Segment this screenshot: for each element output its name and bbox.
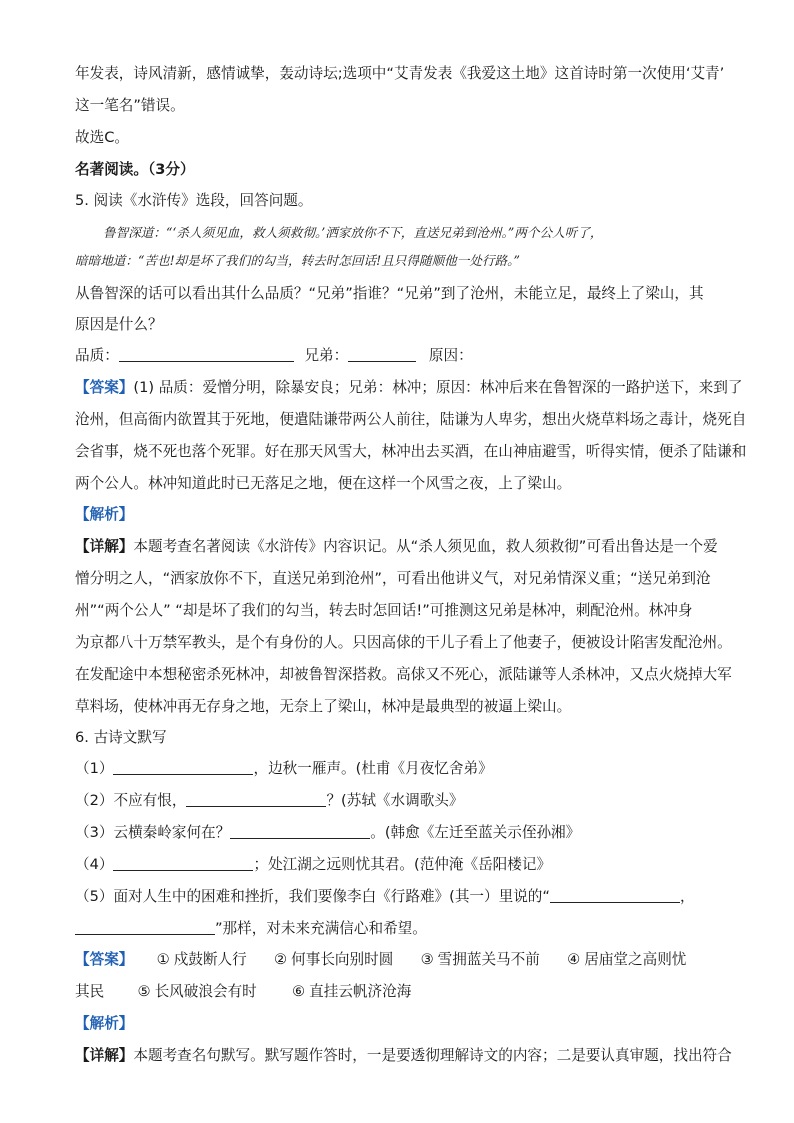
brother-blank[interactable] (348, 347, 416, 362)
q6-item-2 (75, 791, 464, 810)
item-text: ？(苏轼《水调歌头》 (326, 792, 464, 809)
answer-text: (1) 品质：爱憎分明，除暴安良；兄弟：林冲；原因：林冲后来在鲁智深的一路护送下，来到了 (133, 379, 743, 396)
item-number: （4） (75, 856, 114, 873)
prev-answer-line-2: 这一笔名”错误。 (75, 97, 185, 114)
blank-3[interactable] (230, 824, 370, 839)
q6-answer-line-1 (75, 950, 686, 969)
q6-item-4 (75, 855, 551, 874)
blank-2[interactable] (186, 792, 326, 807)
q5-detail-line-2: 憎分明之人，“洒家放你不下，直送兄弟到沧州”，可看出他讲义气，对兄弟情深义重；“送兄弟到沧 (75, 570, 711, 587)
detail-text: 本题考查名句默写。默写题作答时，一是要透彻理解诗文的内容；二是要认真审题，找出符合 (133, 1047, 732, 1064)
q5-answer-line-1 (75, 378, 742, 397)
q6-detail-line-1 (75, 1046, 732, 1065)
answer-item: 其民 (75, 983, 105, 1000)
label-reason: 原因： (428, 347, 473, 364)
q6-item-3 (75, 823, 580, 842)
q5-detail-line-5: 在发配途中本想秘密杀死林冲，却被鲁智深搭救。高俅又不死心，派陆谦等人杀林冲，又点火烧掉大军 (75, 666, 732, 683)
circled-number: ③ (420, 951, 434, 968)
detail-tag: 【详解】 (75, 538, 134, 555)
prev-conclusion: 故选C。 (75, 129, 129, 146)
q5-analysis-tag: 【解析】 (75, 506, 134, 523)
blank-5a[interactable] (550, 888, 680, 903)
answer-item: 长风破浪会有时 (154, 983, 257, 1000)
blank-5b[interactable] (75, 920, 215, 935)
q5-stem: 5. 阅读《水浒传》选段，回答问题。 (75, 192, 313, 209)
q5-question-line-2: 原因是什么？ (75, 316, 163, 333)
label-brother: 兄弟： (304, 347, 349, 364)
answer-item: 何事长向别时圆 (291, 951, 394, 968)
item-text: ，边秋一雁声。(杜甫《月夜忆舍弟》 (253, 760, 493, 777)
section-title: 名著阅读。（3分） (75, 161, 195, 178)
blank-1[interactable] (113, 760, 253, 775)
q6-stem: 6. 古诗文默写 (75, 729, 167, 746)
circled-number: ② (274, 951, 288, 968)
answer-tag: 【答案】 (75, 379, 134, 396)
q6-item-1 (75, 759, 493, 778)
item-text: （5）面对人生中的困难和挫折，我们要像李白《行路难》(其一）里说的“ (75, 888, 550, 905)
q5-detail-line-6: 草料场，使林冲再无存身之地，无奈上了梁山，林冲是最典型的被逼上梁山。 (75, 698, 572, 715)
item-text: ”那样，对未来充满信心和希望。 (215, 920, 427, 937)
q5-detail-line-4: 为京都八十万禁军教头，是个有身份的人。只因高俅的干儿子看上了他妻子，便被设计陷害发配沧州。 (75, 634, 732, 651)
q5-quote-line-2: 暗暗地道：“苦也!却是坏了我们的勾当，转去时怎回话!且只得随顺他一处行路。” (75, 253, 520, 268)
q6-analysis-tag: 【解析】 (75, 1015, 134, 1032)
item-number: （3）云横秦岭家何在？ (75, 824, 231, 841)
q5-answer-line-4: 两个公人。林冲知道此时已无落足之地，便在这样一个风雪之夜，上了梁山。 (75, 475, 572, 492)
answer-item: 雪拥蓝关马不前 (437, 951, 540, 968)
item-number: （1） (75, 760, 114, 777)
quality-blank[interactable] (119, 347, 294, 362)
circled-number: ⑤ (137, 983, 151, 1000)
label-quality: 品质： (75, 347, 119, 364)
detail-text: 本题考查名著阅读《水浒传》内容识记。从“杀人须见血，救人须救彻”可看出鲁达是一个爱 (133, 538, 718, 555)
detail-tag: 【详解】 (75, 1047, 134, 1064)
blank-4[interactable] (113, 856, 253, 871)
q6-item-5-line-1 (75, 887, 695, 906)
q5-answer-line-2: 沧州，但高衙内欲置其于死地，便遣陆谦带两公人前往，陆谦为人卑劣，想出火烧草料场之毒计，烧死自 (75, 411, 747, 428)
item-text: ；处江湖之远则忧其君。(范仲淹《岳阳楼记》 (253, 856, 552, 873)
answer-item: 戍鼓断人行 (173, 951, 247, 968)
q6-answer-line-2 (75, 982, 411, 1001)
circled-number: ⑥ (292, 983, 306, 1000)
q5-detail-line-1 (75, 537, 718, 556)
q5-quote-line-1: 鲁智深道：“‘杀人须见血，救人须救彻。’洒家放你不下，直送兄弟到沧州。”两个公人听了， (103, 225, 603, 240)
item-text: ， (679, 888, 695, 905)
prev-answer-line-1: 年发表，诗风清新，感情诚挚，轰动诗坛;选项中“艾青发表《我爱这土地》这首诗时第一次使用‘艾青’ (75, 65, 725, 82)
item-number: （2）不应有恨， (75, 792, 187, 809)
circled-number: ① (156, 951, 170, 968)
answer-tag: 【答案】 (75, 951, 134, 968)
q5-answer-blanks (75, 346, 473, 365)
answer-item: 居庙堂之高则忧 (584, 951, 687, 968)
q5-question-line-1: 从鲁智深的话可以看出其什么品质？“兄弟”指谁？“兄弟”到了沧州，未能立足，最终上了梁山，其 (75, 285, 704, 302)
q6-item-5-line-2 (75, 919, 427, 938)
q5-answer-line-3: 会省事，烧不死也落个死罪。好在那天风雪大，林冲出去买酒，在山神庙避雪，听得实情，便杀了陆谦和 (75, 443, 747, 460)
q5-detail-line-3: 州”“两个公人” “却是坏了我们的勾当，转去时怎回话!”可推测这兄弟是林冲，刺配沧州。林冲身 (75, 602, 693, 619)
answer-item: 直挂云帆济沧海 (309, 983, 412, 1000)
item-text: 。(韩愈《左迁至蓝关示侄孙湘》 (370, 824, 581, 841)
circled-number: ④ (567, 951, 581, 968)
